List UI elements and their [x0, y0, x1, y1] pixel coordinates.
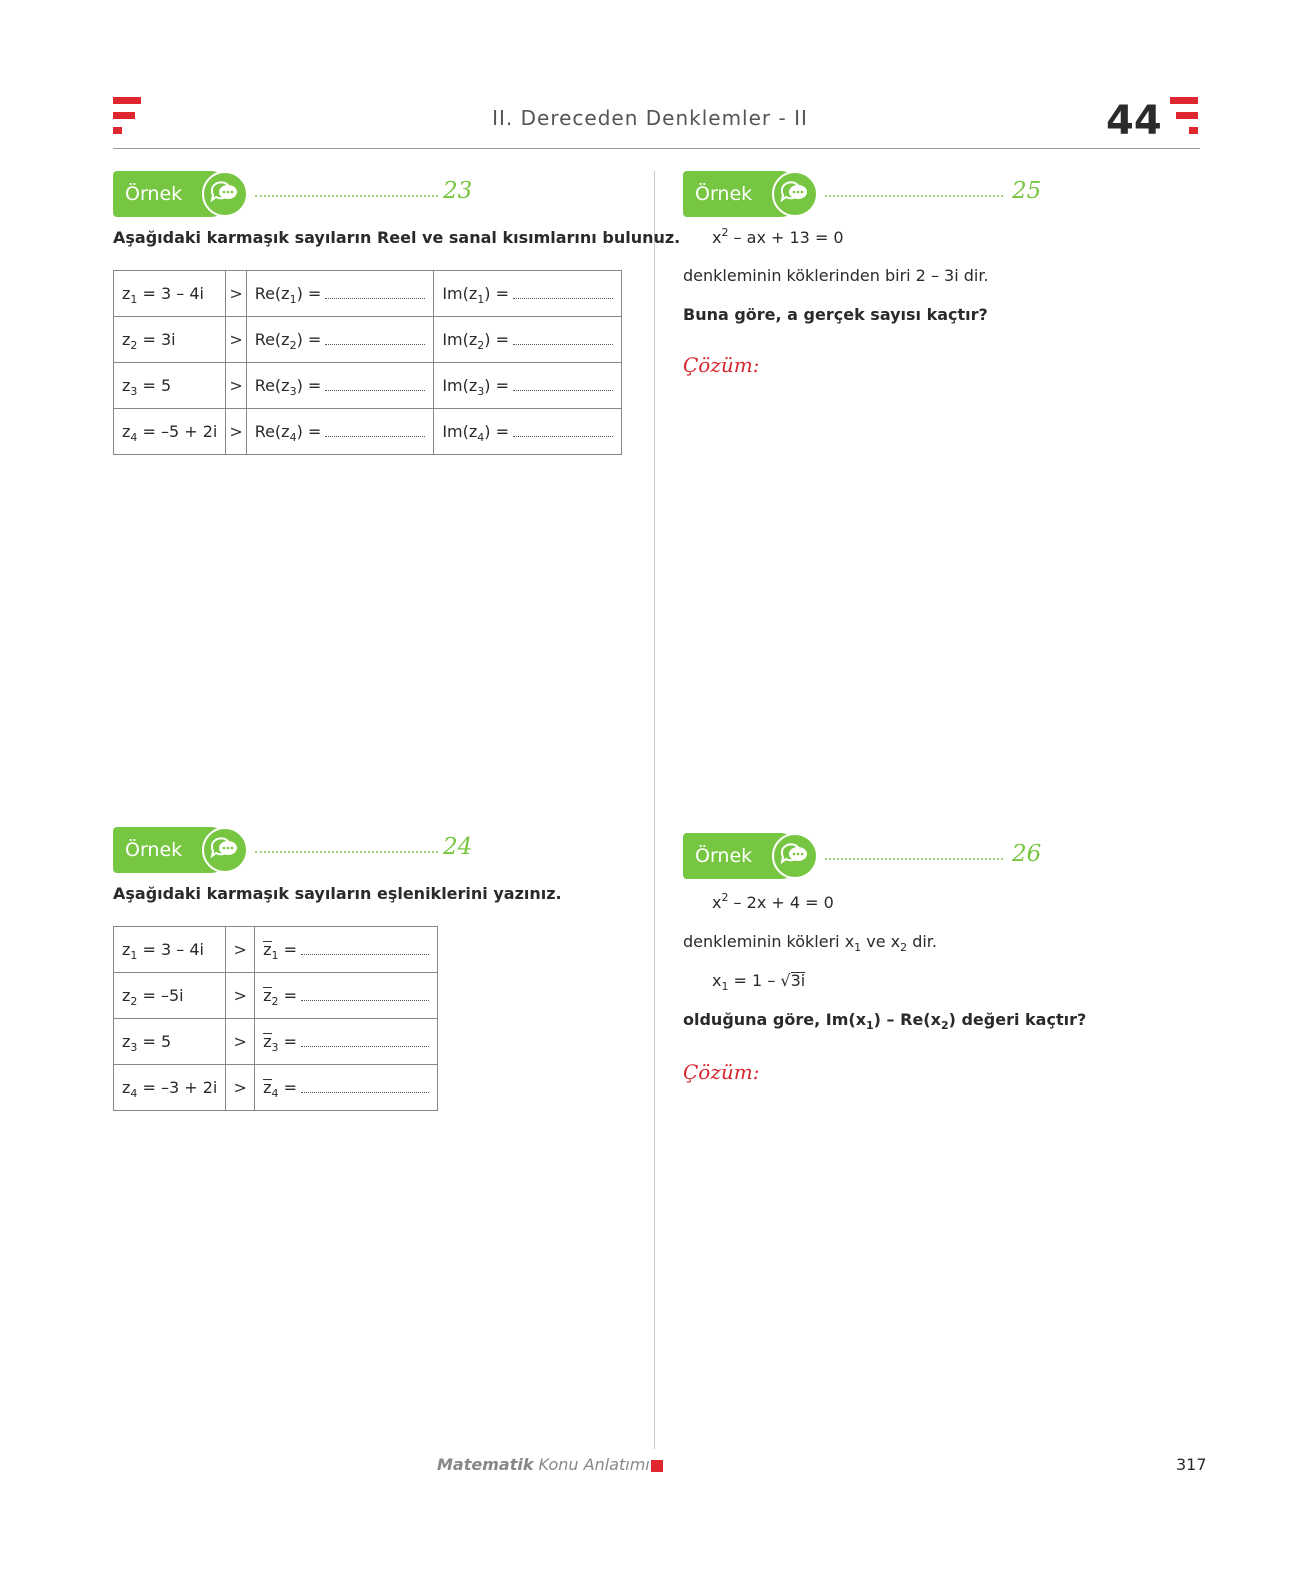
example-label: Örnek [125, 183, 183, 205]
example-26-root: $x_1 = 1 - √3i$ [712, 971, 806, 993]
footer-square [651, 1460, 663, 1472]
table-row [114, 409, 622, 455]
chapter-number: 44 [1106, 98, 1162, 144]
imaginary-part-blank: $Im(z_4)$ = [434, 409, 622, 455]
complex-number-cell: $z_4 = -5 + 2i$ [114, 409, 226, 455]
real-imaginary-table [113, 270, 622, 455]
arrow-cell: > [226, 1065, 255, 1111]
example-25-badge [683, 171, 820, 217]
conjugate-blank: $z_2$ = [255, 973, 438, 1019]
complex-number-cell: $z_3 = 5$ [114, 1019, 226, 1065]
real-part-blank: $Re(z_3)$ = [246, 363, 434, 409]
page-number: 317 [1176, 1455, 1207, 1474]
table-row [114, 363, 622, 409]
example-24-prompt: Aşağıdaki karmaşık sayıların eşleniklerini yazınız. [113, 884, 562, 903]
speech-bubbles-icon [202, 171, 248, 217]
speech-bubbles-icon [772, 171, 818, 217]
example-number: 23 [443, 178, 473, 204]
imaginary-part-blank: $Im(z_3)$ = [434, 363, 622, 409]
example-26-question: olduğuna göre, $Im(x_1) - Re(x_2)$ değeri kaçtır? [683, 1010, 1087, 1032]
example-label: Örnek [695, 845, 753, 867]
example-23-prompt: Aşağıdaki karmaşık sayıların Reel ve sanal kısımlarını bulunuz. [113, 228, 681, 247]
arrow-cell: > [226, 409, 246, 455]
real-part-blank: $Re(z_1)$ = [246, 271, 434, 317]
complex-number-cell: $z_1 = 3 - 4i$ [114, 927, 226, 973]
complex-number-cell: $z_3 = 5$ [114, 363, 226, 409]
column-divider [654, 171, 655, 1449]
example-number: 26 [1012, 841, 1042, 867]
arrow-cell: > [226, 317, 246, 363]
conjugate-blank: $z_4$ = [255, 1065, 438, 1111]
speech-bubbles-icon [772, 833, 818, 879]
arrow-cell: > [226, 271, 246, 317]
header-divider [113, 148, 1200, 149]
arrow-cell: > [226, 927, 255, 973]
example-number: 25 [1012, 178, 1042, 204]
table-row [114, 973, 438, 1019]
page-title: II. Dereceden Denklemler - II [492, 106, 808, 130]
arrow-cell: > [226, 973, 255, 1019]
example-dotted-leader [255, 851, 438, 853]
arrow-cell: > [226, 363, 246, 409]
complex-number-cell: $z_1 = 3 - 4i$ [114, 271, 226, 317]
example-23-badge [113, 171, 250, 217]
table-row [114, 317, 622, 363]
table-row [114, 1019, 438, 1065]
example-25-question: Buna göre, a gerçek sayısı kaçtır? [683, 305, 988, 324]
footer-brand: Matematik Konu Anlatımı [437, 1455, 650, 1474]
example-26-badge [683, 833, 820, 879]
example-26-statement: denkleminin kökleri $x_1$ ve $x_2$ dir. [683, 932, 937, 954]
conjugate-blank: $z_1$ = [255, 927, 438, 973]
imaginary-part-blank: $Im(z_2)$ = [434, 317, 622, 363]
real-part-blank: $Re(z_2)$ = [246, 317, 434, 363]
example-number: 24 [443, 834, 473, 860]
example-24-badge [113, 827, 250, 873]
solution-label: Çözüm: [683, 1060, 760, 1084]
complex-number-cell: $z_2 = -5i$ [114, 973, 226, 1019]
table-row [114, 927, 438, 973]
speech-bubbles-icon [202, 827, 248, 873]
example-dotted-leader [255, 195, 438, 197]
imaginary-part-blank: $Im(z_1)$ = [434, 271, 622, 317]
table-row [114, 1065, 438, 1111]
arrow-cell: > [226, 1019, 255, 1065]
example-label: Örnek [695, 183, 753, 205]
complex-number-cell: $z_2 = 3i$ [114, 317, 226, 363]
example-25-statement: denkleminin köklerinden biri 2 – 3i dir. [683, 266, 989, 285]
real-part-blank: $Re(z_4)$ = [246, 409, 434, 455]
conjugate-blank: $z_3$ = [255, 1019, 438, 1065]
conjugate-table [113, 926, 438, 1111]
complex-number-cell: $z_4 = -3 + 2i$ [114, 1065, 226, 1111]
example-dotted-leader [825, 195, 1003, 197]
example-label: Örnek [125, 839, 183, 861]
example-26-equation: $x^2 - 2x + 4 = 0$ [712, 891, 834, 912]
solution-label: Çözüm: [683, 353, 760, 377]
example-25-equation: $x^2$ – ax + 13 = 0 [712, 226, 844, 247]
example-dotted-leader [825, 858, 1003, 860]
table-row [114, 271, 622, 317]
